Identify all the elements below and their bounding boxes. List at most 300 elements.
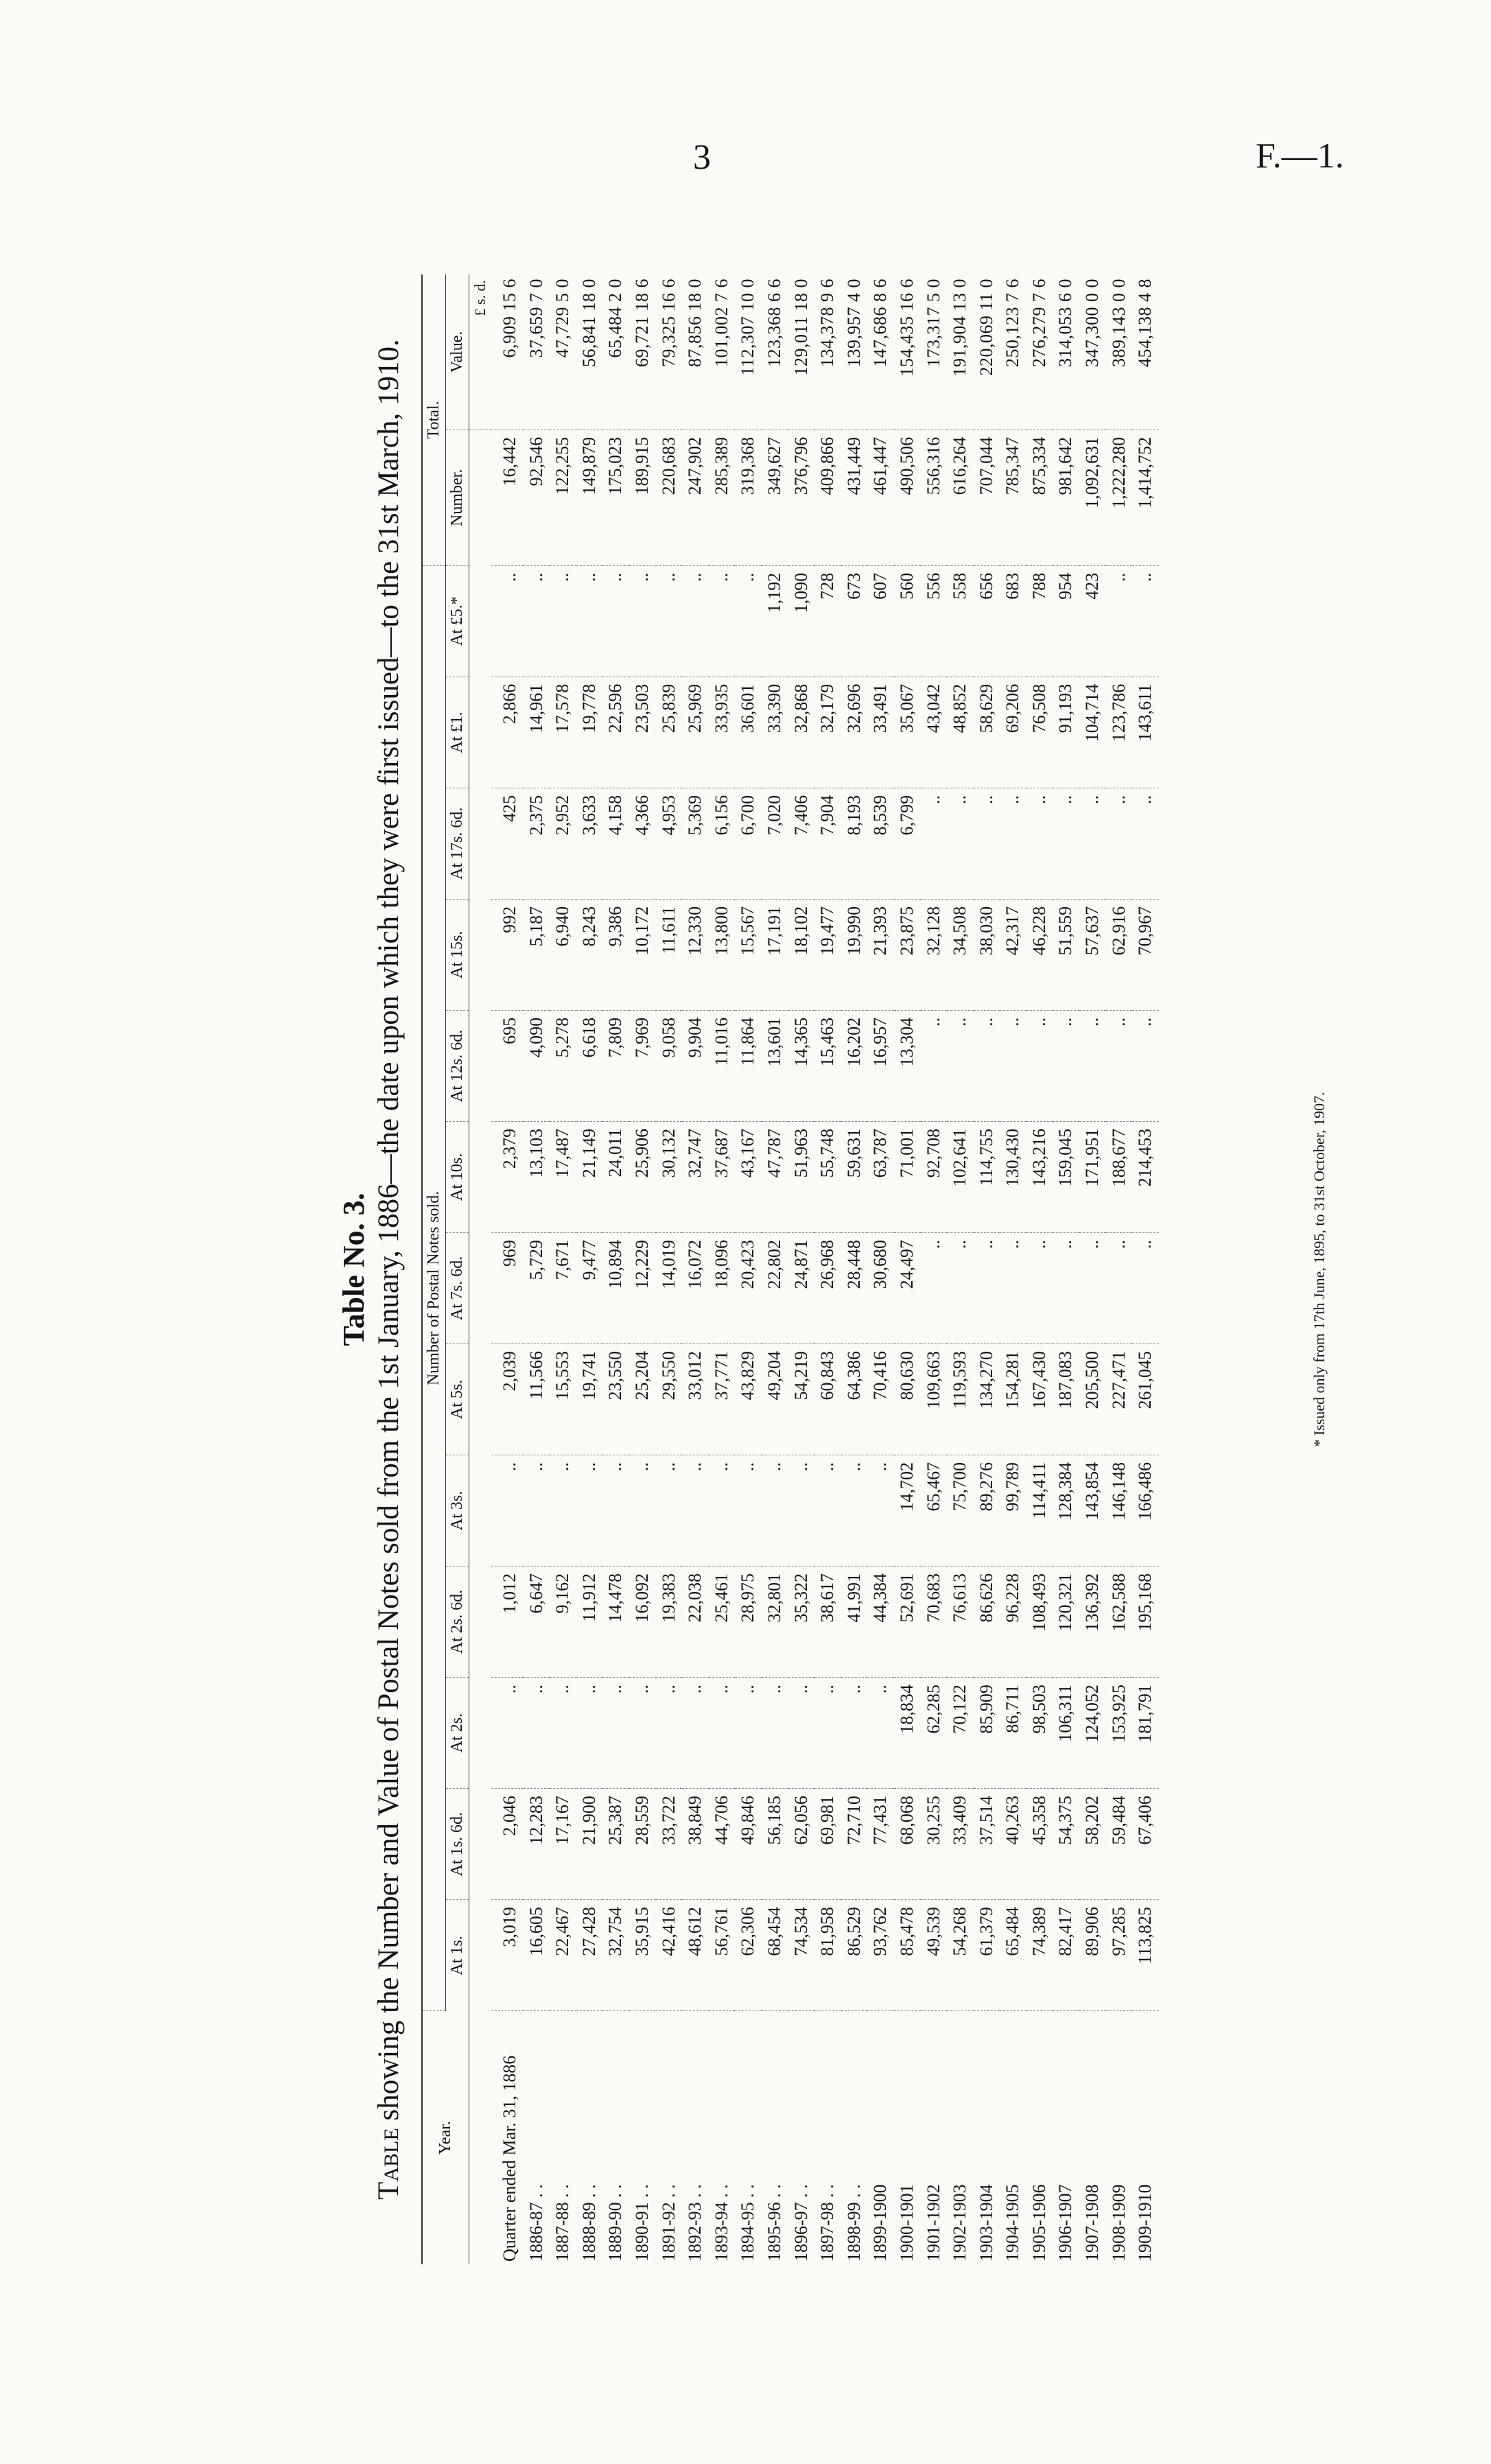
table-row xyxy=(1000,274,1026,2264)
count-cell: 30,680 xyxy=(867,1232,894,1344)
postal-notes-sold-header: Number of Postal Notes sold. xyxy=(422,565,446,2010)
count-cell: 423 xyxy=(1079,565,1106,677)
count-cell: 32,128 xyxy=(921,899,948,1010)
count-cell: 8,243 xyxy=(576,899,603,1010)
count-cell: 143,216 xyxy=(1026,1121,1053,1232)
count-cell: .. xyxy=(550,1678,576,1789)
count-cell: 17,578 xyxy=(550,677,576,788)
count-cell: 9,058 xyxy=(656,1010,683,1121)
count-cell: 93,762 xyxy=(867,1900,894,2011)
count-cell: 7,671 xyxy=(550,1232,576,1344)
count-cell: 6,647 xyxy=(524,1567,550,1678)
count-cell: 349,627 xyxy=(762,430,788,565)
table-row xyxy=(867,274,894,2264)
count-cell: 22,596 xyxy=(602,677,629,788)
year-cell: 1895-96 . . xyxy=(764,2184,784,2262)
count-cell: 26,968 xyxy=(814,1232,841,1344)
count-cell: 5,369 xyxy=(682,788,709,899)
count-cell: 32,801 xyxy=(762,1567,788,1678)
count-cell: 46,228 xyxy=(1026,899,1053,1010)
count-cell: 62,916 xyxy=(1106,899,1133,1010)
count-cell: 37,771 xyxy=(709,1344,736,1455)
count-cell: 68,068 xyxy=(894,1789,921,1900)
count-cell: 51,559 xyxy=(1053,899,1079,1010)
count-cell: 11,864 xyxy=(735,1010,762,1121)
count-cell: .. xyxy=(947,788,974,899)
count-cell: 683 xyxy=(1000,565,1026,677)
count-cell: 1,092,631 xyxy=(1079,430,1106,565)
count-cell: .. xyxy=(1106,788,1133,899)
count-cell: 70,416 xyxy=(867,1344,894,1455)
count-cell: 1,012 xyxy=(491,1567,524,1678)
count-cell: 38,849 xyxy=(682,1789,709,1900)
count-cell: 15,567 xyxy=(735,899,762,1010)
count-cell: 52,691 xyxy=(894,1567,921,1678)
column-header: At 1s. 6d. xyxy=(446,1789,469,1900)
count-cell: .. xyxy=(974,1232,1000,1344)
count-cell: .. xyxy=(602,565,629,677)
count-cell: 14,019 xyxy=(656,1232,683,1344)
table-row xyxy=(602,274,629,2264)
count-cell: 4,090 xyxy=(524,1010,550,1121)
count-cell: 143,854 xyxy=(1079,1455,1106,1567)
table-row xyxy=(576,274,603,2264)
count-cell: 9,162 xyxy=(550,1567,576,1678)
table-row xyxy=(1106,274,1133,2264)
count-cell: 14,478 xyxy=(602,1567,629,1678)
count-cell: 65,467 xyxy=(921,1455,948,1567)
count-cell: 99,789 xyxy=(1000,1455,1026,1567)
count-cell: 16,072 xyxy=(682,1232,709,1344)
count-cell: 81,958 xyxy=(814,1900,841,2011)
table-row xyxy=(550,274,576,2264)
count-cell: 22,802 xyxy=(762,1232,788,1344)
year-cell: 1894-95 . . xyxy=(738,2184,758,2262)
count-cell: 35,915 xyxy=(629,1900,656,2011)
year-cell: 1899-1900 xyxy=(870,2184,891,2262)
value-cell: 87,856 18 0 xyxy=(682,274,709,430)
count-cell: 114,411 xyxy=(1026,1455,1053,1567)
count-cell: 673 xyxy=(841,565,868,677)
count-cell: 13,800 xyxy=(709,899,736,1010)
count-cell: .. xyxy=(682,1678,709,1789)
count-cell: 19,383 xyxy=(656,1567,683,1678)
count-cell: 8,539 xyxy=(867,788,894,899)
count-cell: 707,044 xyxy=(974,430,1000,565)
count-cell: .. xyxy=(814,1678,841,1789)
count-cell: 187,083 xyxy=(1053,1344,1079,1455)
table-row xyxy=(491,274,524,2264)
count-cell: 19,741 xyxy=(576,1344,603,1455)
count-cell: 162,588 xyxy=(1106,1567,1133,1678)
count-cell: 15,463 xyxy=(814,1010,841,1121)
table-row xyxy=(788,274,815,2264)
count-cell: .. xyxy=(867,1678,894,1789)
count-cell: 10,172 xyxy=(629,899,656,1010)
count-cell: 114,755 xyxy=(974,1121,1000,1232)
count-cell: 425 xyxy=(491,788,524,899)
count-cell: 2,046 xyxy=(491,1789,524,1900)
count-cell: .. xyxy=(1026,1010,1053,1121)
count-cell: 42,416 xyxy=(656,1900,683,2011)
count-cell: 214,453 xyxy=(1132,1121,1159,1232)
count-cell: .. xyxy=(735,565,762,677)
count-cell: 5,187 xyxy=(524,899,550,1010)
count-cell: 728 xyxy=(814,565,841,677)
table-row xyxy=(1026,274,1053,2264)
footnote: * Issued only from 17th June, 1895, to 31st October, 1907. xyxy=(1311,1092,1328,1447)
count-cell: .. xyxy=(576,1678,603,1789)
count-cell: .. xyxy=(814,1455,841,1567)
count-cell: 409,866 xyxy=(814,430,841,565)
value-cell: 129,011 18 0 xyxy=(788,274,815,430)
count-cell: 1,222,280 xyxy=(1106,430,1133,565)
value-cell: 79,325 16 6 xyxy=(656,274,683,430)
count-cell: 82,417 xyxy=(1053,1900,1079,2011)
count-cell: 11,611 xyxy=(656,899,683,1010)
count-cell: 285,389 xyxy=(709,430,736,565)
count-cell: .. xyxy=(788,1678,815,1789)
count-cell: 48,852 xyxy=(947,677,974,788)
count-cell: 120,321 xyxy=(1053,1567,1079,1678)
count-cell: 98,503 xyxy=(1026,1678,1053,1789)
table-title: Table No. 3. xyxy=(337,1193,371,1346)
count-cell: .. xyxy=(1132,788,1159,899)
table-row xyxy=(762,274,788,2264)
table-row xyxy=(974,274,1000,2264)
count-cell: 57,637 xyxy=(1079,899,1106,1010)
count-cell: 44,384 xyxy=(867,1567,894,1678)
count-cell: 431,449 xyxy=(841,430,868,565)
count-cell: .. xyxy=(788,1455,815,1567)
count-cell: 25,839 xyxy=(656,677,683,788)
count-cell: 11,912 xyxy=(576,1567,603,1678)
count-cell: 13,304 xyxy=(894,1010,921,1121)
year-cell: 1892-93 . . xyxy=(685,2184,705,2262)
count-cell: 62,056 xyxy=(788,1789,815,1900)
count-cell: .. xyxy=(1053,788,1079,899)
count-cell: .. xyxy=(709,565,736,677)
table-row xyxy=(841,274,868,2264)
table-row xyxy=(814,274,841,2264)
count-cell: .. xyxy=(1000,1010,1026,1121)
count-cell: 89,276 xyxy=(974,1455,1000,1567)
count-cell: 12,330 xyxy=(682,899,709,1010)
count-cell: 16,092 xyxy=(629,1567,656,1678)
count-cell: 33,491 xyxy=(867,677,894,788)
count-cell: 102,641 xyxy=(947,1121,974,1232)
count-cell: 181,791 xyxy=(1132,1678,1159,1789)
count-cell: .. xyxy=(841,1678,868,1789)
count-cell: .. xyxy=(524,565,550,677)
count-cell: 14,961 xyxy=(524,677,550,788)
column-header: At 1s. xyxy=(446,1900,469,2011)
count-cell: 54,219 xyxy=(788,1344,815,1455)
count-cell: 7,809 xyxy=(602,1010,629,1121)
count-cell: 58,202 xyxy=(1079,1789,1106,1900)
value-cell: 101,002 7 6 xyxy=(709,274,736,430)
count-cell: 21,393 xyxy=(867,899,894,1010)
count-cell: .. xyxy=(1106,565,1133,677)
count-cell: .. xyxy=(1132,1010,1159,1121)
count-cell: 86,626 xyxy=(974,1567,1000,1678)
value-cell: 65,484 2 0 xyxy=(602,274,629,430)
year-cell: 1900-1901 xyxy=(896,2184,917,2262)
count-cell: 25,461 xyxy=(709,1567,736,1678)
value-cell: 123,368 6 6 xyxy=(762,274,788,430)
count-cell: 2,866 xyxy=(491,677,524,788)
count-cell: 43,829 xyxy=(735,1344,762,1455)
count-cell: 23,875 xyxy=(894,899,921,1010)
count-cell: 154,281 xyxy=(1000,1344,1026,1455)
count-cell: .. xyxy=(491,1678,524,1789)
count-cell: 7,020 xyxy=(762,788,788,899)
count-cell: 22,038 xyxy=(682,1567,709,1678)
year-cell: 1893-94 . . xyxy=(711,2184,731,2262)
value-cell: 112,307 10 0 xyxy=(735,274,762,430)
count-cell: 48,612 xyxy=(682,1900,709,2011)
count-cell: 86,711 xyxy=(1000,1678,1026,1789)
count-cell: .. xyxy=(974,788,1000,899)
count-cell: 69,206 xyxy=(1000,677,1026,788)
count-cell: 47,787 xyxy=(762,1121,788,1232)
count-cell: 106,311 xyxy=(1053,1678,1079,1789)
postal-notes-table-wrapper xyxy=(421,274,1159,2264)
count-cell: .. xyxy=(1132,565,1159,677)
count-cell: 113,825 xyxy=(1132,1900,1159,2011)
year-cell: 1906-1907 xyxy=(1055,2184,1076,2262)
value-cell: 454,138 4 8 xyxy=(1132,274,1159,430)
count-cell: .. xyxy=(735,1678,762,1789)
count-cell: .. xyxy=(602,1455,629,1567)
count-cell: 1,192 xyxy=(762,565,788,677)
count-cell: 28,975 xyxy=(735,1567,762,1678)
count-cell: .. xyxy=(921,788,948,899)
count-cell: .. xyxy=(550,565,576,677)
count-cell: 6,940 xyxy=(550,899,576,1010)
count-cell: 85,478 xyxy=(894,1900,921,2011)
count-cell: 89,906 xyxy=(1079,1900,1106,2011)
count-cell: 32,696 xyxy=(841,677,868,788)
count-cell: .. xyxy=(1053,1010,1079,1121)
count-cell: .. xyxy=(576,1455,603,1567)
count-cell: 7,406 xyxy=(788,788,815,899)
count-cell: 8,193 xyxy=(841,788,868,899)
count-cell: 461,447 xyxy=(867,430,894,565)
count-cell: .. xyxy=(1000,788,1026,899)
count-cell: .. xyxy=(629,1678,656,1789)
count-cell: 68,454 xyxy=(762,1900,788,2011)
count-cell: 9,904 xyxy=(682,1010,709,1121)
count-cell: 788 xyxy=(1026,565,1053,677)
column-header: At 2s. 6d. xyxy=(446,1567,469,1678)
value-cell: 154,435 16 6 xyxy=(894,274,921,430)
count-cell: 59,631 xyxy=(841,1121,868,1232)
value-cell: 6,909 15 6 xyxy=(491,274,524,430)
count-cell: .. xyxy=(1079,788,1106,899)
count-cell: 32,754 xyxy=(602,1900,629,2011)
column-header: At 15s. xyxy=(446,899,469,1010)
column-header: At 10s. xyxy=(446,1121,469,1232)
count-cell: 24,497 xyxy=(894,1232,921,1344)
count-cell: 14,365 xyxy=(788,1010,815,1121)
count-cell: 7,969 xyxy=(629,1010,656,1121)
table-body xyxy=(491,274,1159,2264)
count-cell: 18,834 xyxy=(894,1678,921,1789)
count-cell: 7,904 xyxy=(814,788,841,899)
total-header: Total. xyxy=(422,274,446,565)
year-cell: 1886-87 . . xyxy=(526,2184,546,2262)
count-cell: 785,347 xyxy=(1000,430,1026,565)
count-cell: 175,023 xyxy=(602,430,629,565)
count-cell: 32,868 xyxy=(788,677,815,788)
count-cell: 25,906 xyxy=(629,1121,656,1232)
value-cell: 276,279 7 6 xyxy=(1026,274,1053,430)
count-cell: .. xyxy=(709,1455,736,1567)
count-cell: 159,045 xyxy=(1053,1121,1079,1232)
count-cell: 2,375 xyxy=(524,788,550,899)
table-row xyxy=(709,274,736,2264)
count-cell: .. xyxy=(656,565,683,677)
count-cell: 490,506 xyxy=(894,430,921,565)
value-cell: 250,123 7 6 xyxy=(1000,274,1026,430)
count-cell: 22,467 xyxy=(550,1900,576,2011)
count-cell: 55,748 xyxy=(814,1121,841,1232)
count-cell: .. xyxy=(656,1455,683,1567)
count-cell: 33,390 xyxy=(762,677,788,788)
count-cell: 69,981 xyxy=(814,1789,841,1900)
count-cell: .. xyxy=(491,565,524,677)
count-cell: 44,706 xyxy=(709,1789,736,1900)
count-cell: 167,430 xyxy=(1026,1344,1053,1455)
count-cell: 49,539 xyxy=(921,1900,948,2011)
count-cell: 6,700 xyxy=(735,788,762,899)
caption-text: showing the Number and Value of Postal Notes sold from the 1st January, 1886—the date upon which they were first issued—to the 31st March, 1910. xyxy=(373,339,405,2128)
count-cell: 33,409 xyxy=(947,1789,974,1900)
count-cell: 29,550 xyxy=(656,1344,683,1455)
count-cell: 13,601 xyxy=(762,1010,788,1121)
count-cell: 60,843 xyxy=(814,1344,841,1455)
count-cell: .. xyxy=(550,1455,576,1567)
count-cell: 130,430 xyxy=(1000,1121,1026,1232)
page-number: 3 xyxy=(693,138,711,177)
count-cell: 15,553 xyxy=(550,1344,576,1455)
count-cell: 143,611 xyxy=(1132,677,1159,788)
count-cell: 17,487 xyxy=(550,1121,576,1232)
count-cell: 4,158 xyxy=(602,788,629,899)
count-cell: 17,191 xyxy=(762,899,788,1010)
count-cell: 227,471 xyxy=(1106,1344,1133,1455)
count-cell: 38,030 xyxy=(974,899,1000,1010)
count-cell: 108,493 xyxy=(1026,1567,1053,1678)
count-cell: 64,386 xyxy=(841,1344,868,1455)
rotated-table-block xyxy=(336,274,1407,2264)
count-cell: 70,122 xyxy=(947,1678,974,1789)
year-cell: 1887-88 . . xyxy=(552,2184,573,2262)
year-cell: 1908-1909 xyxy=(1108,2184,1129,2262)
count-cell: 65,484 xyxy=(1000,1900,1026,2011)
count-cell: .. xyxy=(921,1010,948,1121)
column-header: Number. xyxy=(446,430,469,565)
count-cell: 12,283 xyxy=(524,1789,550,1900)
count-cell: 109,663 xyxy=(921,1344,948,1455)
count-cell: 70,967 xyxy=(1132,899,1159,1010)
count-cell: .. xyxy=(576,565,603,677)
count-cell: 40,263 xyxy=(1000,1789,1026,1900)
table-row xyxy=(1053,274,1079,2264)
count-cell: 981,642 xyxy=(1053,430,1079,565)
count-cell: .. xyxy=(1079,1232,1106,1344)
count-cell: 54,375 xyxy=(1053,1789,1079,1900)
value-cell: 147,686 8 6 xyxy=(867,274,894,430)
count-cell: 59,484 xyxy=(1106,1789,1133,1900)
count-cell: 28,559 xyxy=(629,1789,656,1900)
count-cell: 124,052 xyxy=(1079,1678,1106,1789)
count-cell: .. xyxy=(841,1455,868,1567)
year-cell: 1897-98 . . xyxy=(817,2184,838,2262)
count-cell: 24,871 xyxy=(788,1232,815,1344)
count-cell: 30,255 xyxy=(921,1789,948,1900)
count-cell: 32,179 xyxy=(814,677,841,788)
count-cell: .. xyxy=(682,1455,709,1567)
count-cell: .. xyxy=(974,1010,1000,1121)
value-cell: 139,957 4 0 xyxy=(841,274,868,430)
value-cell: 220,069 11 0 xyxy=(974,274,1000,430)
count-cell: 247,902 xyxy=(682,430,709,565)
count-cell: 6,156 xyxy=(709,788,736,899)
count-cell: 80,630 xyxy=(894,1344,921,1455)
column-header: At 7s. 6d. xyxy=(446,1232,469,1344)
count-cell: 9,477 xyxy=(576,1232,603,1344)
count-cell: 38,617 xyxy=(814,1567,841,1678)
count-cell: 86,529 xyxy=(841,1900,868,2011)
count-cell: .. xyxy=(682,565,709,677)
value-cell: 134,378 9 6 xyxy=(814,274,841,430)
count-cell: .. xyxy=(1106,1232,1133,1344)
count-cell: 58,629 xyxy=(974,677,1000,788)
table-row xyxy=(947,274,974,2264)
count-cell: .. xyxy=(524,1678,550,1789)
year-cell: Quarter ended Mar. 31, 1886 xyxy=(500,2055,519,2262)
count-cell: 11,016 xyxy=(709,1010,736,1121)
table-row xyxy=(1079,274,1106,2264)
count-cell: 12,229 xyxy=(629,1232,656,1344)
count-cell: .. xyxy=(867,1455,894,1567)
table-row xyxy=(629,274,656,2264)
count-cell: 149,879 xyxy=(576,430,603,565)
count-cell: 119,593 xyxy=(947,1344,974,1455)
count-cell: .. xyxy=(1026,1232,1053,1344)
count-cell: 54,268 xyxy=(947,1900,974,2011)
count-cell: 32,747 xyxy=(682,1121,709,1232)
count-cell: 556 xyxy=(921,565,948,677)
count-cell: .. xyxy=(524,1455,550,1567)
count-cell: .. xyxy=(656,1678,683,1789)
column-header-row xyxy=(446,274,469,2264)
count-cell: 5,729 xyxy=(524,1232,550,1344)
value-cell: 314,053 6 0 xyxy=(1053,274,1079,430)
year-cell: 1903-1904 xyxy=(976,2184,996,2262)
count-cell: 74,389 xyxy=(1026,1900,1053,2011)
count-cell: 11,566 xyxy=(524,1344,550,1455)
count-cell: .. xyxy=(947,1010,974,1121)
count-cell: .. xyxy=(491,1455,524,1567)
count-cell: 72,710 xyxy=(841,1789,868,1900)
count-cell: 3,633 xyxy=(576,788,603,899)
count-cell: 16,957 xyxy=(867,1010,894,1121)
count-cell: .. xyxy=(1079,1010,1106,1121)
count-cell: 43,167 xyxy=(735,1121,762,1232)
